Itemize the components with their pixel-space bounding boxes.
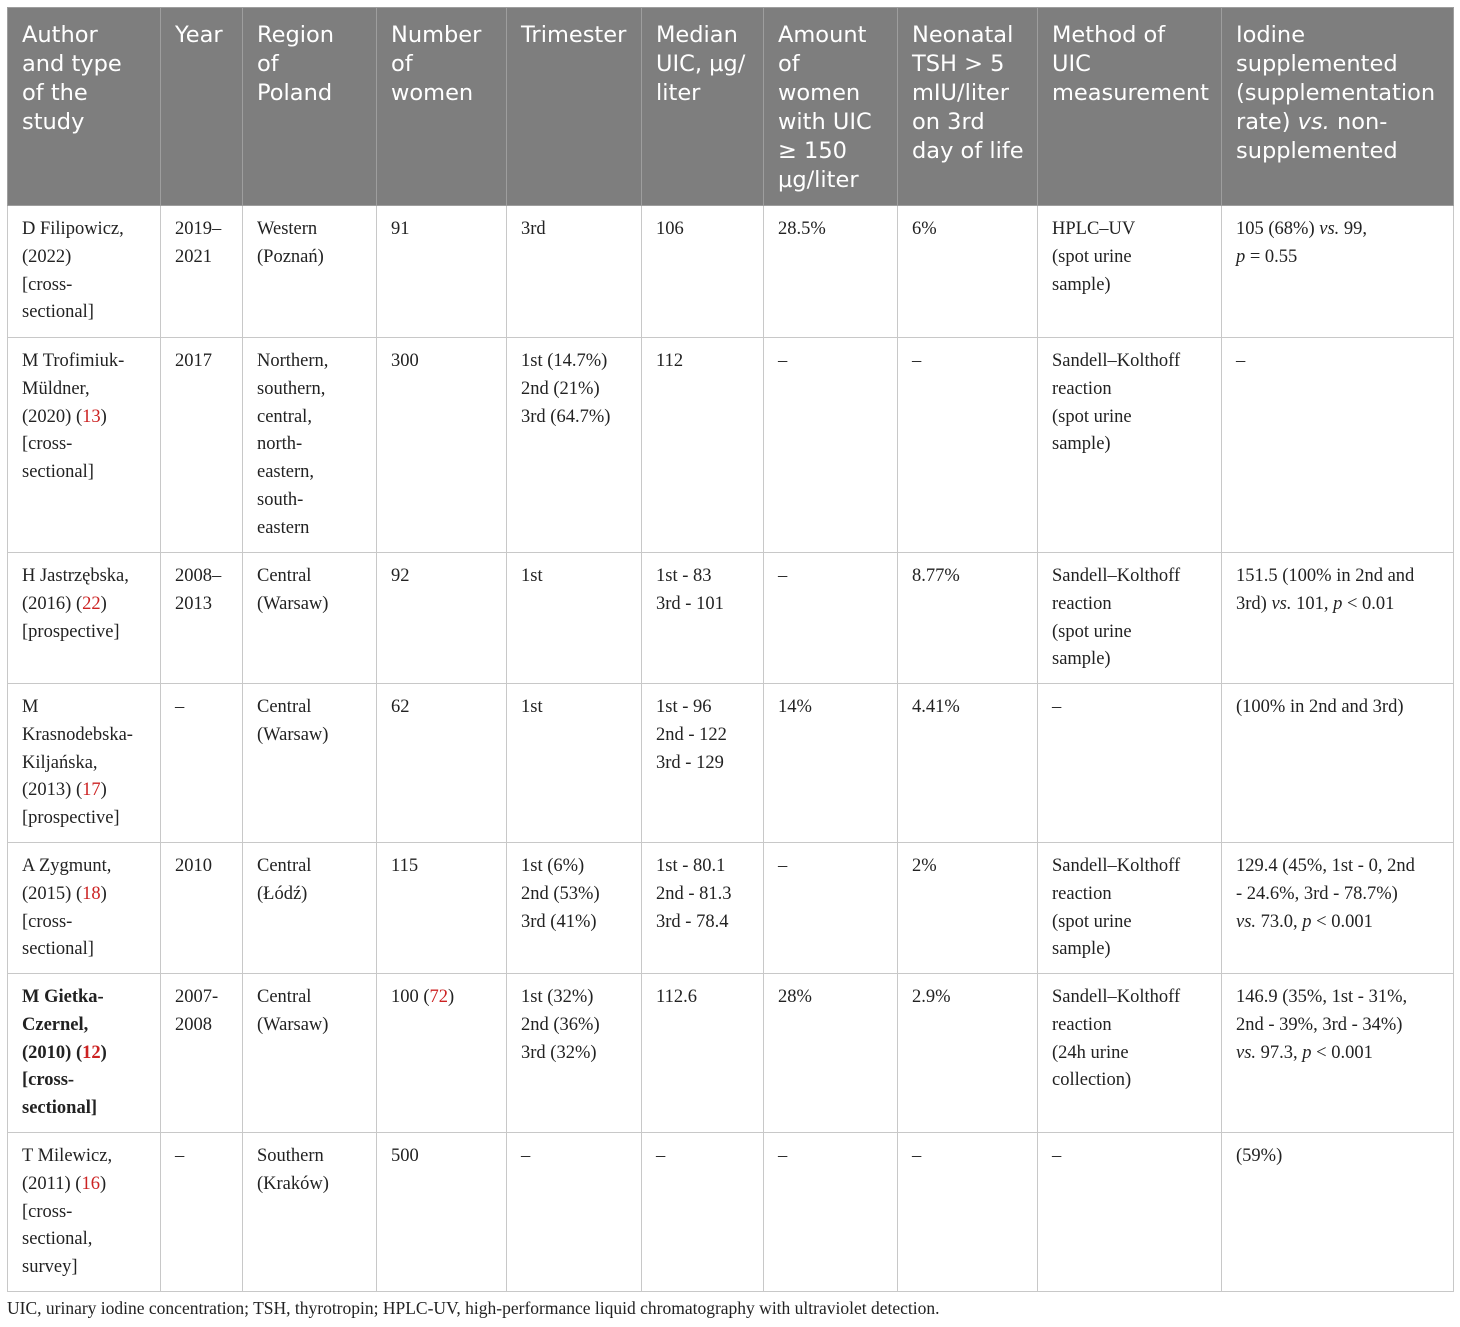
cell-number xyxy=(377,1133,507,1292)
header-amount: Amount of women with UIC ≥ 150 µg/liter xyxy=(764,8,898,206)
cell-trimester xyxy=(507,206,642,338)
cell-line: south- xyxy=(257,489,304,510)
cell-line: reaction xyxy=(1052,378,1112,399)
cell-line: survey] xyxy=(22,1257,78,1278)
cell-line: 300 xyxy=(391,351,419,371)
cell-line: – xyxy=(1052,697,1062,717)
cell-region xyxy=(243,206,377,338)
cell-line: Central xyxy=(257,697,312,717)
cell-line: (spot urine xyxy=(1052,621,1132,642)
cell-line: – xyxy=(778,856,788,876)
cell-line: 1st xyxy=(521,697,543,717)
cell-method xyxy=(1038,1133,1222,1292)
cell-line: 1st xyxy=(521,566,543,586)
cell-line: 2010 xyxy=(175,856,212,876)
cell-line: 1st (6%) xyxy=(521,856,585,876)
cell-region xyxy=(243,553,377,684)
cell-line: 2.9% xyxy=(912,987,951,1007)
cell-line: sectional, xyxy=(22,1229,93,1250)
cell-line: [cross- xyxy=(22,274,73,295)
cell-line: 14% xyxy=(778,697,812,717)
cell-neonatal-tsh xyxy=(898,843,1038,974)
cell-line: sectional] xyxy=(22,1098,98,1119)
cell-line: sectional] xyxy=(22,939,94,960)
cell-median-uic xyxy=(642,553,764,684)
cell-median-uic xyxy=(642,338,764,553)
cell-line: 151.5 (100% in 2nd and xyxy=(1236,566,1415,586)
cell-amount-uic-150 xyxy=(764,553,898,684)
cell-author xyxy=(8,206,161,338)
cell-line: Central xyxy=(257,856,312,876)
cell-line: 1st - 83 xyxy=(656,566,712,586)
cell-line: (2022) xyxy=(22,246,72,267)
cell-line: 2% xyxy=(912,856,937,876)
cell-region xyxy=(243,843,377,974)
cell-line: 112.6 xyxy=(656,987,697,1007)
cell-line: 106 xyxy=(656,219,684,239)
cell-line: (Warsaw) xyxy=(257,1014,329,1035)
cell-year xyxy=(161,338,243,553)
cell-method xyxy=(1038,684,1222,843)
cell-line: 2008– xyxy=(175,566,222,586)
cell-line: [cross- xyxy=(22,1070,75,1091)
cell-line: (Warsaw) xyxy=(257,593,329,614)
cell-iodine-supplemented xyxy=(1222,553,1454,684)
cell-line: Sandell–Kolthoff xyxy=(1052,987,1181,1007)
cell-year xyxy=(161,206,243,338)
cell-amount-uic-150 xyxy=(764,1133,898,1292)
cell-line: M Gietka- xyxy=(22,987,104,1007)
cell-line: (2011) (16) xyxy=(22,1173,107,1194)
cell-line: – xyxy=(1236,351,1246,371)
cell-year xyxy=(161,1133,243,1292)
table-row xyxy=(8,843,1454,974)
cell-trimester xyxy=(507,843,642,974)
cell-line: 1st (32%) xyxy=(521,987,594,1007)
cell-region xyxy=(243,1133,377,1292)
cell-line: north- xyxy=(257,434,303,455)
cell-line: (spot urine xyxy=(1052,911,1132,932)
cell-iodine-supplemented xyxy=(1222,338,1454,553)
cell-line: 28% xyxy=(778,987,812,1007)
cell-line: (spot urine xyxy=(1052,406,1132,427)
cell-line: 2nd - 39%, 3rd - 34%) xyxy=(1236,1014,1403,1035)
cell-number xyxy=(377,974,507,1133)
cell-line: 1st - 96 xyxy=(656,697,712,717)
cell-line: Sandell–Kolthoff xyxy=(1052,566,1181,586)
cell-line: eastern, xyxy=(257,462,315,483)
cell-line: 91 xyxy=(391,219,410,239)
cell-region xyxy=(243,338,377,553)
cell-line: 2017 xyxy=(175,351,212,371)
cell-line: 1st - 80.1 xyxy=(656,856,726,876)
cell-region xyxy=(243,974,377,1133)
cell-amount-uic-150 xyxy=(764,843,898,974)
cell-line: 6% xyxy=(912,219,937,239)
cell-line: 4.41% xyxy=(912,697,960,717)
cell-neonatal-tsh xyxy=(898,338,1038,553)
header-year: Year xyxy=(161,8,243,206)
cell-amount-uic-150 xyxy=(764,684,898,843)
studies-table-container xyxy=(7,7,1453,1292)
cell-line: sectional] xyxy=(22,462,94,483)
cell-line: eastern xyxy=(257,517,310,538)
cell-line: M xyxy=(22,697,39,717)
cell-iodine-supplemented xyxy=(1222,1133,1454,1292)
cell-line: M Trofimiuk- xyxy=(22,351,125,371)
cell-line: 3rd - 78.4 xyxy=(656,911,729,932)
cell-median-uic xyxy=(642,684,764,843)
cell-line: reaction xyxy=(1052,883,1112,904)
cell-line: 2013 xyxy=(175,593,212,614)
cell-line: 3rd) vs. 101, p < 0.01 xyxy=(1236,593,1395,614)
cell-number xyxy=(377,684,507,843)
cell-author xyxy=(8,1133,161,1292)
table-row xyxy=(8,684,1454,843)
cell-line: (24h urine xyxy=(1052,1042,1129,1063)
cell-line: 2nd (21%) xyxy=(521,378,600,399)
table-row xyxy=(8,974,1454,1133)
cell-line: – xyxy=(1052,1146,1062,1166)
table-footnote: UIC, urinary iodine concentration; TSH, thyrotropin; HPLC-UV, high-performance liquid chromatography with ultraviolet detection. xyxy=(7,1298,940,1318)
cell-line: 129.4 (45%, 1st - 0, 2nd xyxy=(1236,856,1415,876)
cell-line: 105 (68%) vs. 99, xyxy=(1236,219,1368,239)
cell-line: central, xyxy=(257,406,312,427)
cell-line: Northern, xyxy=(257,351,329,371)
cell-method xyxy=(1038,553,1222,684)
cell-line: Western xyxy=(257,219,318,239)
table-row xyxy=(8,1133,1454,1292)
cell-line: 3rd (32%) xyxy=(521,1042,597,1063)
cell-line: (Poznań) xyxy=(257,246,324,267)
cell-line: Central xyxy=(257,987,312,1007)
cell-line: [prospective] xyxy=(22,808,120,829)
cell-line: Sandell–Kolthoff xyxy=(1052,351,1181,371)
header-neonatal-tsh: Neonatal TSH > 5 mIU/liter on 3rd day of life xyxy=(898,8,1038,206)
cell-line: 62 xyxy=(391,697,410,717)
cell-method xyxy=(1038,974,1222,1133)
cell-median-uic xyxy=(642,843,764,974)
cell-line: (2010) (12) xyxy=(22,1042,107,1063)
cell-year xyxy=(161,843,243,974)
cell-line: (59%) xyxy=(1236,1146,1283,1166)
cell-line: Sandell–Kolthoff xyxy=(1052,856,1181,876)
header-region: Region of Poland xyxy=(243,8,377,206)
cell-line: collection) xyxy=(1052,1070,1132,1091)
cell-line: 1st (14.7%) xyxy=(521,351,608,371)
cell-number xyxy=(377,206,507,338)
cell-trimester xyxy=(507,974,642,1133)
cell-year xyxy=(161,974,243,1133)
cell-neonatal-tsh xyxy=(898,974,1038,1133)
cell-line: (2013) (17) xyxy=(22,780,107,801)
cell-line: 3rd - 101 xyxy=(656,593,724,614)
cell-line: sample) xyxy=(1052,274,1111,295)
cell-method xyxy=(1038,206,1222,338)
cell-line: 2007- xyxy=(175,987,219,1007)
cell-amount-uic-150 xyxy=(764,206,898,338)
cell-year xyxy=(161,684,243,843)
cell-line: Southern xyxy=(257,1146,324,1166)
header-method: Method of UIC measurement xyxy=(1038,8,1222,206)
cell-method xyxy=(1038,338,1222,553)
cell-author xyxy=(8,843,161,974)
cell-line: 28.5% xyxy=(778,219,826,239)
cell-line: (Warsaw) xyxy=(257,724,329,745)
cell-iodine-supplemented xyxy=(1222,843,1454,974)
cell-amount-uic-150 xyxy=(764,974,898,1133)
cell-line: Kiljańska, xyxy=(22,752,98,773)
cell-line: sample) xyxy=(1052,434,1111,455)
cell-line: 112 xyxy=(656,351,684,371)
cell-line: Krasnodebska- xyxy=(22,724,133,745)
cell-line: (Kraków) xyxy=(257,1173,329,1194)
cell-line: [cross- xyxy=(22,1201,73,1222)
cell-neonatal-tsh xyxy=(898,1133,1038,1292)
cell-line: 8.77% xyxy=(912,566,960,586)
cell-line: [cross- xyxy=(22,434,73,455)
cell-line: [cross- xyxy=(22,911,73,932)
cell-line: 92 xyxy=(391,566,410,586)
cell-iodine-supplemented xyxy=(1222,684,1454,843)
cell-region xyxy=(243,684,377,843)
cell-author xyxy=(8,553,161,684)
cell-number xyxy=(377,843,507,974)
cell-amount-uic-150 xyxy=(764,338,898,553)
cell-line: [prospective] xyxy=(22,621,120,642)
cell-line: – xyxy=(175,1146,185,1166)
cell-line: 2008 xyxy=(175,1014,212,1035)
cell-line: T Milewicz, xyxy=(22,1146,113,1166)
cell-line: sample) xyxy=(1052,939,1111,960)
cell-line: – xyxy=(778,566,788,586)
cell-line: – xyxy=(656,1146,666,1166)
cell-author xyxy=(8,684,161,843)
cell-trimester xyxy=(507,338,642,553)
cell-trimester xyxy=(507,553,642,684)
cell-line: 2019– xyxy=(175,219,222,239)
cell-median-uic xyxy=(642,206,764,338)
cell-trimester xyxy=(507,1133,642,1292)
cell-method xyxy=(1038,843,1222,974)
cell-line: southern, xyxy=(257,378,326,399)
cell-line: (2015) (18) xyxy=(22,883,107,904)
table-row xyxy=(8,338,1454,553)
header-median-uic: Median UIC, µg/ liter xyxy=(642,8,764,206)
cell-line: 100 (72) xyxy=(391,987,455,1007)
table-row xyxy=(8,206,1454,338)
cell-line: 500 xyxy=(391,1146,419,1166)
cell-line: – xyxy=(778,1146,788,1166)
cell-neonatal-tsh xyxy=(898,553,1038,684)
cell-line: – xyxy=(175,697,185,717)
header-author: Author and type of the study xyxy=(8,8,161,206)
cell-line: – xyxy=(912,351,922,371)
cell-author xyxy=(8,338,161,553)
cell-line: Central xyxy=(257,566,312,586)
cell-line: 3rd - 129 xyxy=(656,752,724,773)
cell-line: p = 0.55 xyxy=(1236,246,1298,267)
cell-line: 2nd - 122 xyxy=(656,724,727,745)
cell-line: 3rd (64.7%) xyxy=(521,406,611,427)
cell-line: Czernel, xyxy=(22,1014,89,1035)
cell-median-uic xyxy=(642,974,764,1133)
cell-line: vs. 73.0, p < 0.001 xyxy=(1236,911,1373,932)
cell-line: – xyxy=(912,1146,922,1166)
studies-table xyxy=(7,7,1454,1292)
cell-author xyxy=(8,974,161,1133)
cell-iodine-supplemented xyxy=(1222,974,1454,1133)
cell-line: A Zygmunt, xyxy=(22,856,112,876)
cell-line: (2020) (13) xyxy=(22,406,107,427)
cell-line: HPLC–UV xyxy=(1052,219,1136,239)
header-row xyxy=(8,8,1454,206)
cell-line: (spot urine xyxy=(1052,246,1132,267)
cell-line: 146.9 (35%, 1st - 31%, xyxy=(1236,987,1408,1007)
cell-line: – xyxy=(778,351,788,371)
cell-neonatal-tsh xyxy=(898,684,1038,843)
table-body xyxy=(8,206,1454,1292)
cell-line: vs. 97.3, p < 0.001 xyxy=(1236,1042,1373,1063)
cell-line: D Filipowicz, xyxy=(22,219,124,239)
cell-number xyxy=(377,553,507,684)
cell-neonatal-tsh xyxy=(898,206,1038,338)
cell-line: reaction xyxy=(1052,1014,1112,1035)
cell-line: 115 xyxy=(391,856,419,876)
cell-line: (2016) (22) xyxy=(22,593,107,614)
cell-line: reaction xyxy=(1052,593,1112,614)
cell-year xyxy=(161,553,243,684)
cell-line: (Łódź) xyxy=(257,883,308,904)
cell-trimester xyxy=(507,684,642,843)
cell-line: 2nd (36%) xyxy=(521,1014,600,1035)
cell-line: (100% in 2nd and 3rd) xyxy=(1236,697,1404,717)
header-trimester: Trimester xyxy=(507,8,642,206)
cell-line: 3rd (41%) xyxy=(521,911,597,932)
cell-line: 2nd - 81.3 xyxy=(656,883,732,904)
cell-line: - 24.6%, 3rd - 78.7%) xyxy=(1236,883,1398,904)
header-number: Number of women xyxy=(377,8,507,206)
cell-number xyxy=(377,338,507,553)
cell-iodine-supplemented xyxy=(1222,206,1454,338)
cell-line: sample) xyxy=(1052,649,1111,670)
cell-line: sectional] xyxy=(22,302,94,323)
cell-line: H Jastrzębska, xyxy=(22,566,129,586)
cell-line: Müldner, xyxy=(22,378,90,399)
cell-line: 3rd xyxy=(521,219,546,239)
cell-line: 2nd (53%) xyxy=(521,883,600,904)
cell-median-uic xyxy=(642,1133,764,1292)
cell-line: 2021 xyxy=(175,246,212,267)
cell-line: – xyxy=(521,1146,531,1166)
header-iodine-supplemented: Iodine supplemented (supplementation rate) vs. non- supplemented xyxy=(1222,8,1454,206)
table-row xyxy=(8,553,1454,684)
